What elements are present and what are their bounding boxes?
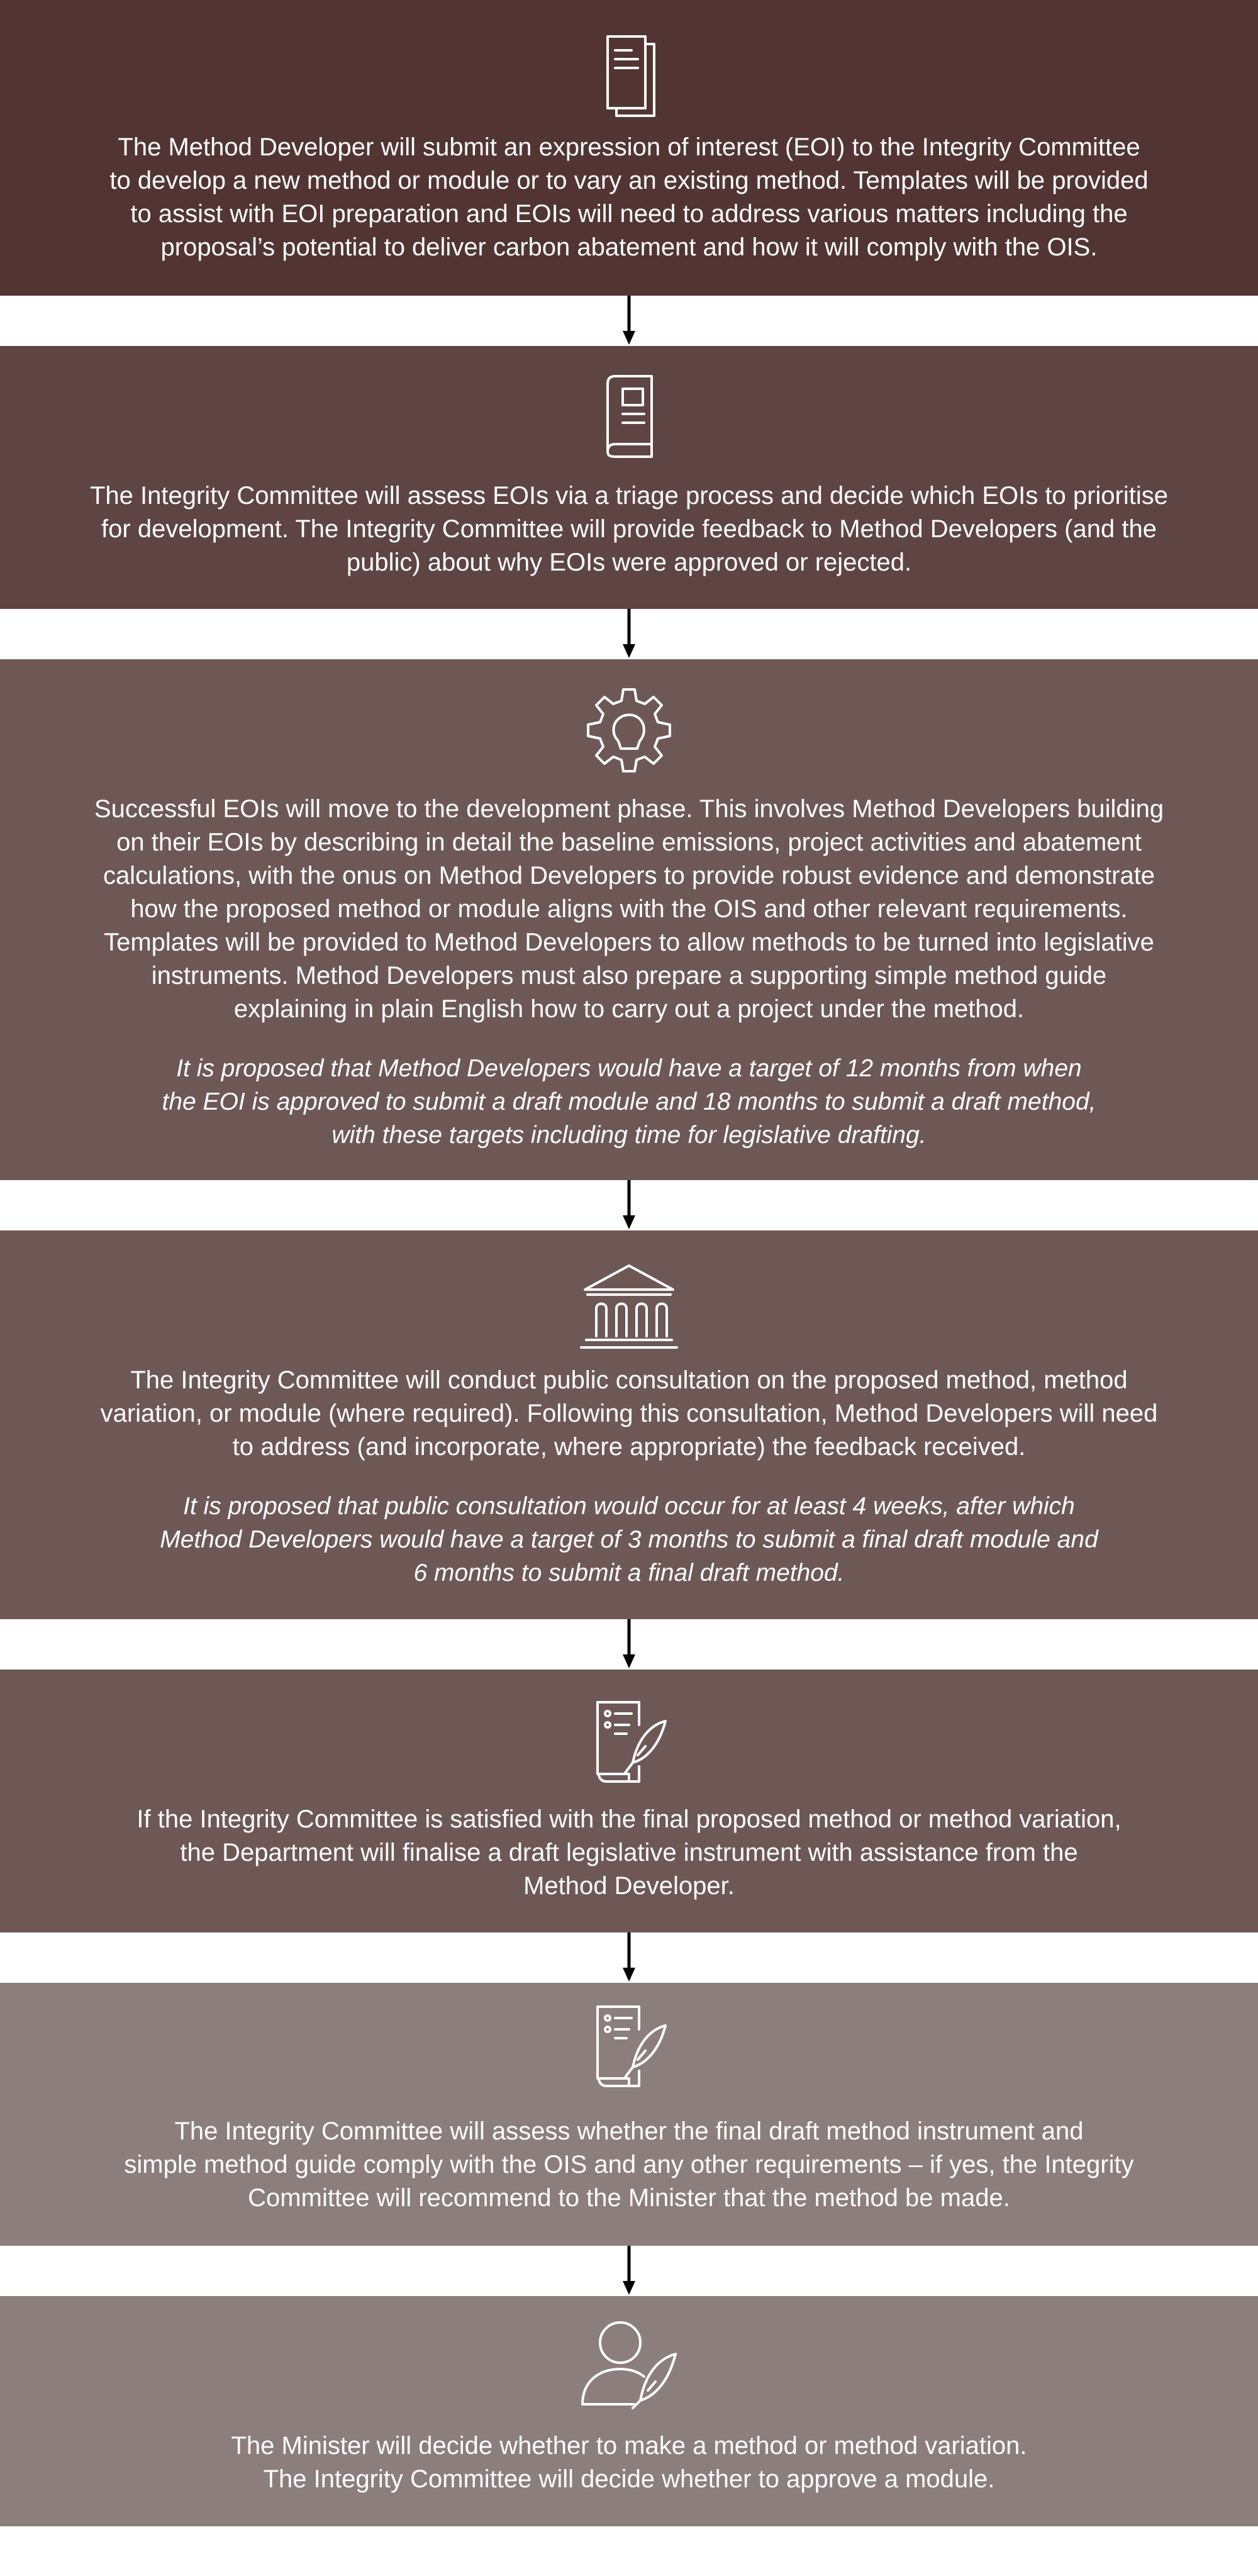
step-4-public-consultation — [0, 1230, 1258, 1619]
step-3-development-phase — [0, 659, 1258, 1180]
step-2-text: The Integrity Committee will assess EOIs via a triage process and decide which EOIs to prioritise for development. The Integrity Committee will provide feedback to Method Developers (and the public) about why EOIs were approved or rejected. — [89, 482, 1169, 576]
report-icon — [598, 371, 660, 459]
flow-arrow-5 — [623, 1932, 635, 1983]
step-4-note: It is proposed that public consultation would occur for at least 4 weeks, after which Method Developers would have a target of 3 months to submit a final draft module and 6 months to submit a final draft method. — [160, 1493, 1098, 1586]
step-1-text: The Method Developer will submit an expression of interest (EOI) to the Integrity Committee to develop a new method or module or to vary an existing method. Templates will be provided to assist with EOI preparation and EOIs will need to address various matters including the proposal’s potential to deliver carbon abatement and how it will comply with the OIS. — [109, 133, 1149, 261]
checklist-quill-icon — [585, 1697, 673, 1787]
flow-arrow-1 — [623, 296, 635, 346]
step-4-text: The Integrity Committee will conduct public consultation on the proposed method, method variation, or module (where required). Following this consultation, Method Developers will need to address (and incorporate, where appropriate) the feedback received. — [100, 1366, 1158, 1461]
document-icon — [594, 31, 664, 120]
step-7-text: The Minister will decide whether to make a method or method variation. The Integrity Committee will decide whether to approve a module. — [231, 2432, 1027, 2493]
gear-icon — [582, 683, 676, 778]
step-3-note: It is proposed that Method Developers would have a target of 12 months from when the EOI is approved to submit a draft module and 18 months to submit a draft method, with these targets including time for legislative drafting. — [162, 1055, 1096, 1149]
step-2-assess-eoi — [0, 346, 1258, 609]
step-6-assess-compliance — [0, 1983, 1258, 2246]
step-7-minister-decision — [0, 2296, 1258, 2526]
person-quill-icon — [576, 2316, 682, 2411]
step-5-finalise-instrument — [0, 1670, 1258, 1932]
flow-arrow-6 — [623, 2246, 635, 2296]
flow-arrow-4 — [623, 1619, 635, 1670]
step-5-text: If the Integrity Committee is satisfied with the final proposed method or method variation, the Department will finalise a draft legislative instrument with assistance from the Method Developer. — [136, 1805, 1122, 1900]
step-1-submit-eoi — [0, 0, 1258, 296]
step-6-text: The Integrity Committee will assess whether the final draft method instrument and simple method guide comply with the OIS and any other requirements – if yes, the Integrity Committee will recommend to the Minister that the method be made. — [124, 2117, 1134, 2212]
government-building-icon — [577, 1262, 681, 1351]
checklist-quill-icon — [585, 2002, 673, 2091]
flow-arrow-2 — [623, 609, 635, 659]
step-3-text: Successful EOIs will move to the development phase. This involves Method Developers building on their EOIs by describing in detail the baseline emissions, project activities and abatement calculations, with the onus on Method Developers to provide robust evidence and demonstrate how the proposed method or module aligns with the OIS and other relevant requirements. Templates will be provided to Method Developers to allow methods to be turned into legislative instruments. Method Developers must also prepare a supporting simple method guide explaining in plain English how to carry out a project under the method. — [94, 795, 1164, 1023]
flow-arrow-3 — [623, 1180, 635, 1230]
